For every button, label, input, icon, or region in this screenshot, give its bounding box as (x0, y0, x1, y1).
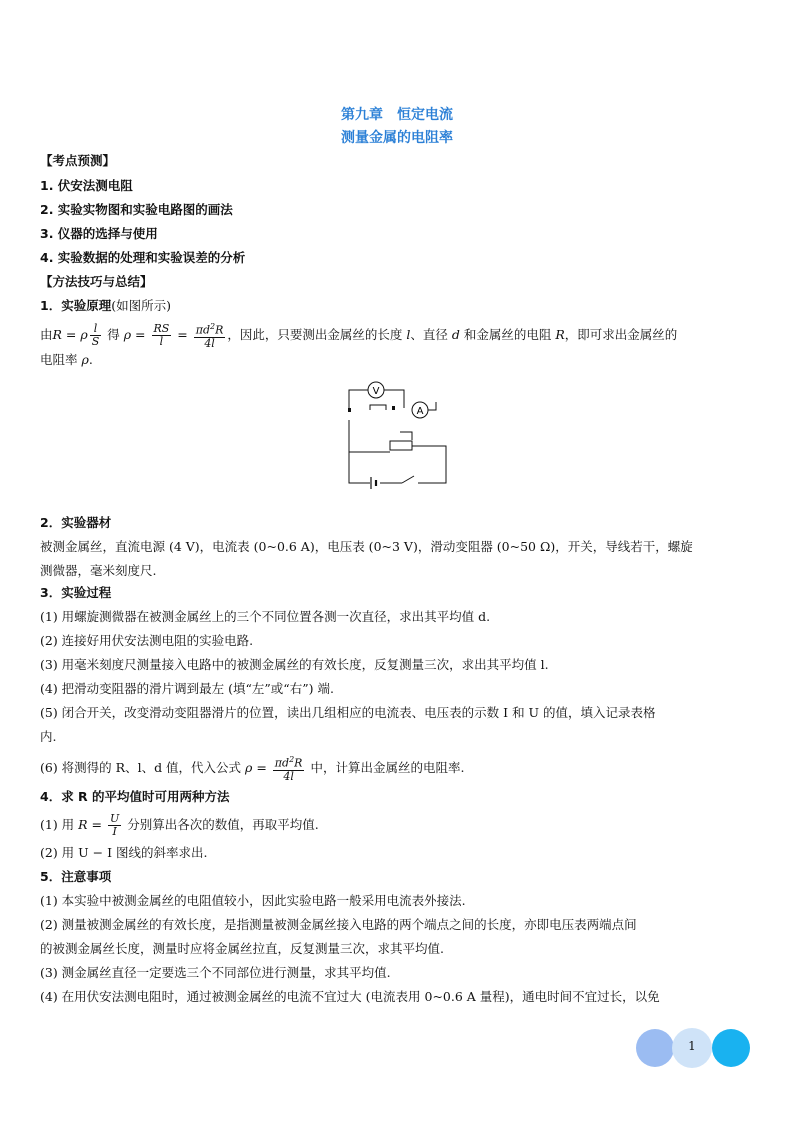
switch-icon (402, 476, 414, 483)
voltmeter-label: V (372, 386, 380, 397)
text: 中，计算出金属丝的电阻率. (306, 759, 465, 775)
materials-line: 测微器，毫米刻度尺. (40, 563, 157, 578)
topic-title: 测量金属的电阻率 (341, 130, 453, 146)
circuit-diagram (340, 380, 460, 495)
symbol-d: d (451, 326, 460, 342)
terminal-icon (392, 406, 395, 410)
average-method (40, 812, 748, 838)
note-item: (1) 本实验中被测金属丝的电阻值较小，因此实验电路一般采用电流表外接法. (40, 893, 466, 908)
wire (400, 432, 412, 440)
text: πd (274, 756, 290, 770)
text: . (88, 352, 93, 367)
symbol-r: R (78, 817, 88, 832)
symbol-rho: ρ (80, 326, 88, 342)
materials-line: 被测金属丝，直流电源 (4 V)，电流表 (0~0.6 A)，电压表 (0~3 V)，滑动变阻器 (0~50 Ω)，开关，导线若干，螺旋 (40, 539, 693, 554)
principle-heading-line (40, 297, 748, 315)
materials-heading: 2．实验器材 (40, 515, 112, 530)
principle-line-2 (40, 351, 748, 369)
text: 分别算出各次的数值，再取平均值. (123, 817, 319, 832)
text: 、直径 (410, 326, 452, 342)
process-step: (5) 闭合开关，改变滑动变阻器滑片的位置，读出几组相应的电流表、电压表的示数 I 和 U 的值，填入记录表格 (40, 705, 656, 720)
terminal-icon (348, 408, 351, 412)
fraction-resistivity (194, 321, 226, 350)
numerator: U (110, 812, 120, 825)
page-dot (636, 1029, 674, 1067)
equals: = (173, 326, 192, 342)
forecast-heading: 【考点预测】 (40, 153, 116, 168)
note-item: (4) 在用伏安法测电阻时，通过被测金属丝的电流不宜过大 (电流表用 0~0.6 A 量程)，通电时间不宜过长，以免 (40, 989, 660, 1004)
process-step: (2) 连接好用伏安法测电阻的实验电路. (40, 633, 254, 648)
methods-heading: 【方法技巧与总结】 (40, 274, 153, 289)
numerator (194, 321, 226, 338)
text: (1) 用 (40, 817, 79, 832)
fraction-rs-over-l (152, 323, 172, 348)
text: πd (195, 323, 211, 337)
denominator: S (91, 334, 100, 348)
text: ，因此，只要测出金属丝的长度 (227, 326, 407, 342)
average-heading: 4．求 R 的平均值时可用两种方法 (40, 789, 230, 804)
page-dot (712, 1029, 750, 1067)
forecast-item: 3. 仪器的选择与使用 (40, 226, 158, 241)
forecast-item: 1. 伏安法测电阻 (40, 178, 133, 193)
page-number: 1 (688, 1039, 696, 1053)
fraction-resistivity (273, 754, 305, 783)
fraction-l-over-s (90, 323, 102, 348)
process-step: (1) 用螺旋测微器在被测金属丝上的三个不同位置各测一次直径，求出其平均值 d. (40, 609, 491, 624)
symbol-l: l (406, 326, 411, 342)
wire (412, 446, 446, 483)
denominator: I (112, 825, 117, 838)
forecast-item: 4. 实验数据的处理和实验误差的分析 (40, 250, 246, 265)
exponent: 2 (210, 322, 216, 331)
equals: = (87, 817, 106, 832)
note-item: (3) 测金属丝直径一定要选三个不同部位进行测量，求其平均值. (40, 965, 391, 980)
text: 电阻率 (40, 352, 82, 367)
note-item: (2) 测量被测金属丝的有效长度，是指测量被测金属丝接入电路的两个端点之间的长度，亦即电压表两端点间 (40, 917, 637, 932)
process-heading: 3．实验过程 (40, 585, 112, 600)
denominator: 4l (283, 769, 294, 783)
process-step (40, 754, 748, 783)
text: ，即可求出金属丝的 (564, 326, 678, 342)
symbol-r: R (52, 326, 62, 342)
symbol-rho: ρ (81, 352, 89, 367)
note-item: 的被测金属丝长度，测量时应将金属丝拉直，反复测量三次，求其平均值. (40, 941, 444, 956)
rheostat-icon (390, 441, 412, 450)
equals: = (252, 759, 271, 775)
text: R (294, 756, 303, 770)
principle-heading: 1．实验原理 (40, 298, 112, 313)
text: (6) 将测得的 R、l、d 值，代入公式 (40, 759, 246, 775)
wire (428, 402, 436, 410)
principle-formula-line (40, 321, 748, 350)
ammeter-label: A (416, 406, 424, 417)
symbol-r: R (555, 326, 565, 342)
principle-note: (如图所示) (111, 298, 171, 313)
process-step: (4) 把滑动变阻器的滑片调到最左 (填“左”或“右”) 端. (40, 681, 334, 696)
symbol-rho: ρ (245, 759, 253, 775)
page-indicator (636, 1026, 754, 1068)
wire (349, 420, 390, 452)
denominator: l (159, 334, 164, 348)
wire (349, 452, 370, 483)
numerator: RS (153, 321, 170, 335)
process-step: (3) 用毫米刻度尺测量接入电路中的被测金属丝的有效长度，反复测量三次，求出其平均值 l. (40, 657, 549, 672)
exponent: 2 (289, 755, 295, 764)
fraction-u-over-i (108, 813, 121, 838)
numerator (273, 754, 305, 771)
process-step: 内. (40, 729, 57, 744)
notes-heading: 5．注意事项 (40, 869, 112, 884)
equals: = (131, 326, 150, 342)
wire (370, 405, 386, 410)
forecast-item: 2. 实验实物图和实验电路图的画法 (40, 202, 233, 217)
numerator: l (90, 323, 102, 336)
text: 和金属丝的电阻 (459, 326, 556, 342)
text: 由 (40, 326, 53, 342)
denominator: 4l (204, 336, 215, 350)
symbol-rho: ρ (123, 326, 132, 342)
text: 得 (103, 326, 124, 342)
wire (349, 390, 368, 412)
text: R (215, 323, 224, 337)
chapter-title: 第九章 恒定电流 (341, 107, 453, 123)
average-method: (2) 用 U − I 图线的斜率求出. (40, 845, 208, 860)
wire (384, 390, 404, 408)
equals: = (61, 326, 81, 342)
